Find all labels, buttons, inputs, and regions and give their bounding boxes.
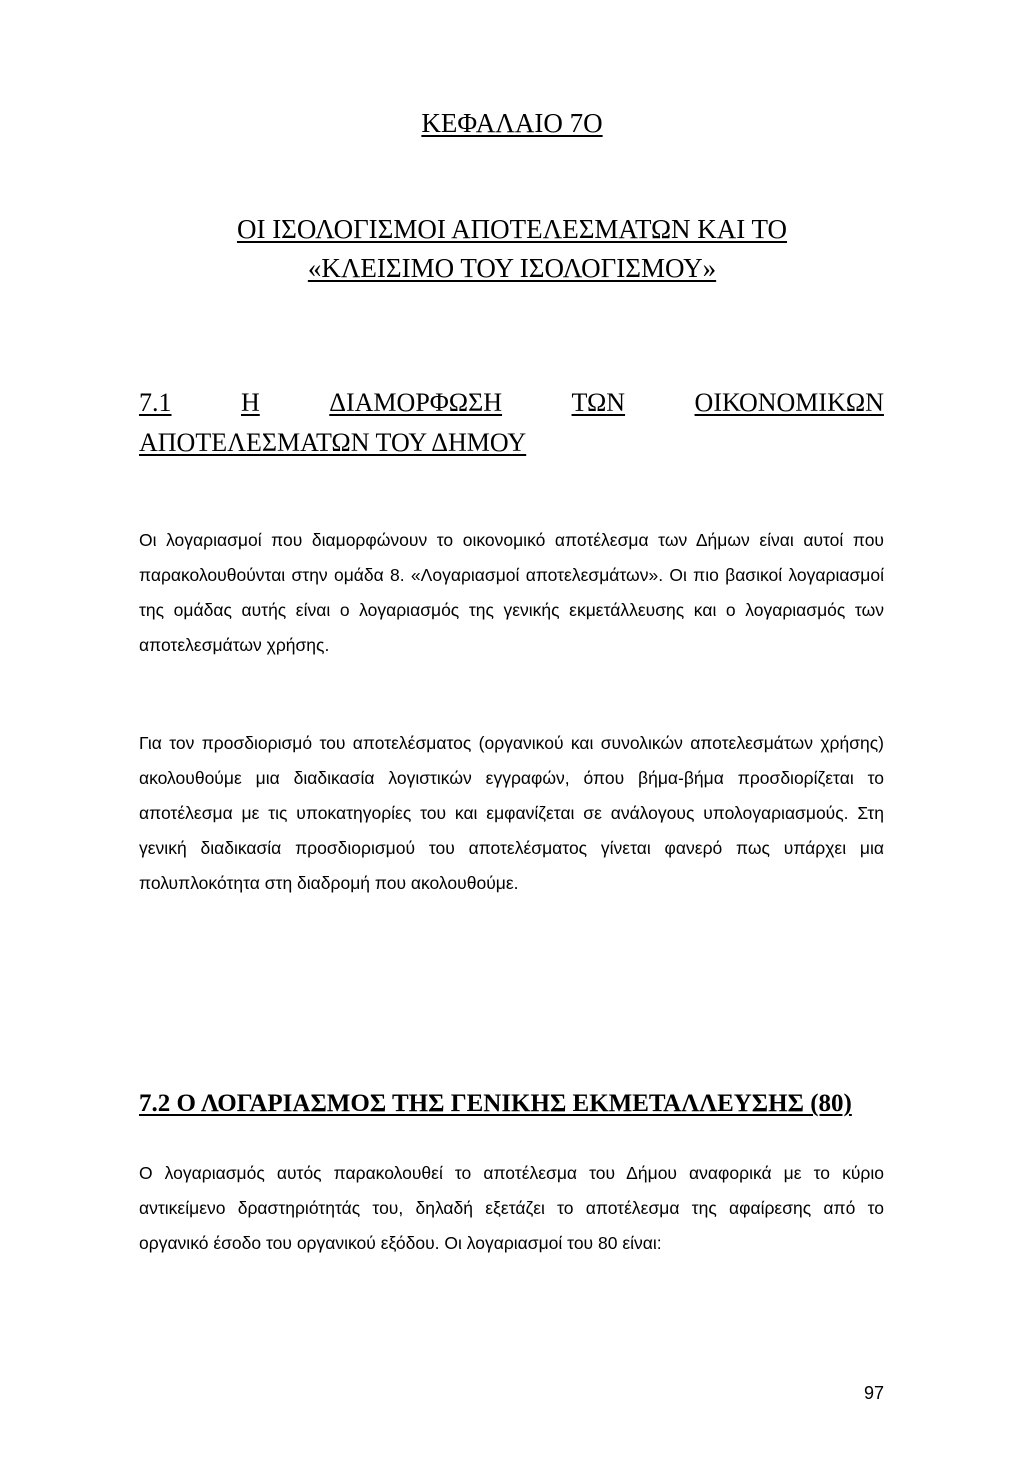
chapter-title-line-1-text: ΟΙ ΙΣΟΛΟΓΙΣΜΟΙ ΑΠΟΤΕΛΕΣΜΑΤΩΝ ΚΑΙ ΤΟ xyxy=(236,214,788,244)
section-7-1-paragraph-1: Οι λογαριασμοί που διαμορφώνουν το οικονομικό αποτέλεσμα των Δήμων είναι αυτοί που παρακολουθούνται στην ομάδα 8. «Λογαριασμοί αποτελεσμάτων». Οι πιο βασικοί λογαριασμοί της ομάδας αυτής είναι ο λογαριασμός της γενικής εκμετάλλευσης και ο λογαριασμός των αποτελεσμάτων χρήσης. xyxy=(139,530,884,655)
chapter-heading-text: ΚΕΦΑΛΑΙΟ 7Ο xyxy=(421,108,603,138)
section-7-1-word: ΤΩΝ xyxy=(571,388,626,417)
section-7-2-paragraph: Ο λογαριασμός αυτός παρακολουθεί το αποτέλεσμα του Δήμου αναφορικά με το κύριο αντικείμενο δραστηριότητάς του, δηλαδή εξετάζει το αποτέλεσμα της αφαίρεσης από το οργανικό έσοδο του οργανικού εξόδου. Οι λογαριασμοί του 80 είναι: xyxy=(139,1163,884,1253)
section-7-1-heading-line-2-text: ΑΠΟΤΕΛΕΣΜΑΤΩΝ ΤΟΥ ΔΗΜΟΥ xyxy=(139,428,527,457)
chapter-title-line-2-text: «ΚΛΕΙΣΙΜΟ ΤΟΥ ΙΣΟΛΟΓΙΣΜΟΥ» xyxy=(307,253,717,283)
chapter-title-line-1 xyxy=(0,214,1024,245)
section-7-2-heading-text: 7.2 Ο ΛΟΓΑΡΙΑΣΜΟΣ ΤΗΣ ΓΕΝΙΚΗΣ ΕΚΜΕΤΑΛΛΕΥΣΗΣ (80) xyxy=(139,1090,852,1117)
section-7-1-heading-line-2 xyxy=(139,428,884,458)
section-7-2-heading xyxy=(139,1090,884,1118)
section-7-1-word: ΔΙΑΜΟΡΦΩΣΗ xyxy=(329,388,503,417)
section-7-1-number: 7.1 xyxy=(139,388,172,417)
page-number: 97 xyxy=(863,1383,884,1403)
section-7-1-heading-line-1 xyxy=(139,388,884,418)
section-7-1-word: Η xyxy=(241,388,260,417)
section-7-1-paragraph-2: Για τον προσδιορισμό του αποτελέσματος (οργανικού και συνολικών αποτελεσμάτων χρήσης) ακολουθούμε μια διαδικασία λογιστικών εγγραφών, όπου βήμα-βήμα προσδιορίζεται το αποτέλεσμα με τις υποκατηγορίες του και εμφανίζεται σε ανάλογους υπολογαριασμούς. Στη γενική διαδικασία προσδιορισμού του αποτελέσματος γίνεται φανερό πως υπάρχει μια πολυπλοκότητα στη διαδρομή που ακολουθούμε. xyxy=(139,733,884,893)
chapter-heading xyxy=(0,108,1024,139)
section-7-1-word: ΟΙΚΟΝΟΜΙΚΩΝ xyxy=(694,388,884,417)
chapter-title-line-2 xyxy=(0,253,1024,284)
